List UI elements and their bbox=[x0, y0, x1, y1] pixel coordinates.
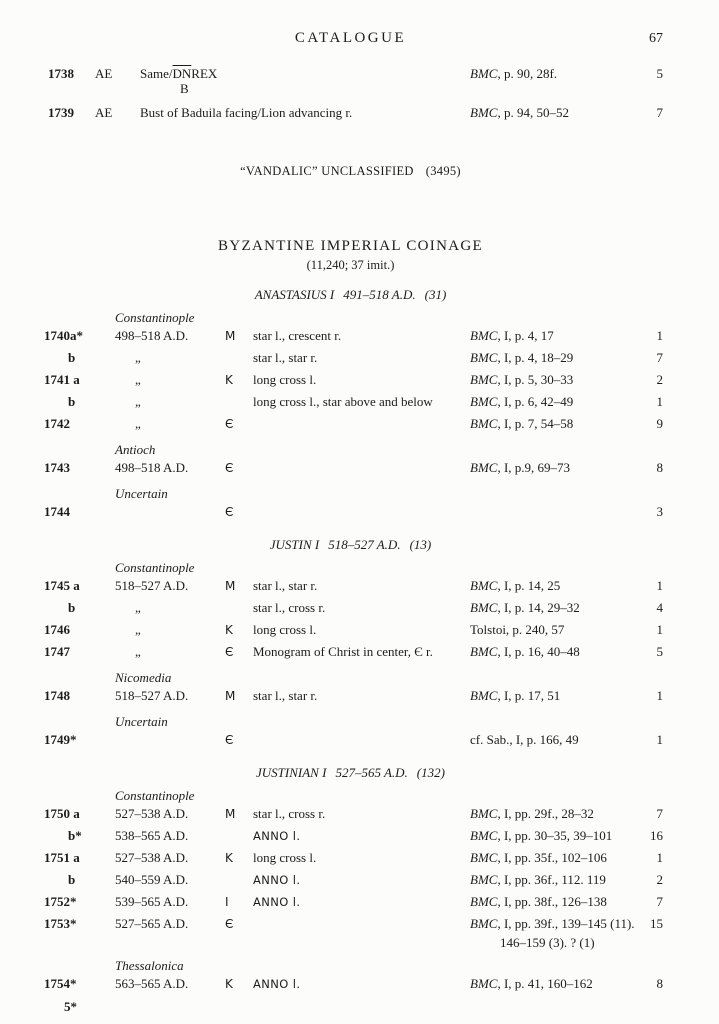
signature-mark: 5* bbox=[64, 999, 77, 1014]
entry-number: b bbox=[68, 350, 76, 365]
entry-denomination: I bbox=[225, 895, 229, 909]
mint-name: Nicomedia bbox=[115, 670, 172, 685]
mint-name: Uncertain bbox=[115, 486, 168, 501]
entry-description: ANNO l. bbox=[253, 895, 301, 909]
entry-date: 498–518 A.D. bbox=[115, 328, 189, 343]
ruler-section bbox=[38, 287, 663, 523]
entry-count: 1 bbox=[656, 850, 663, 865]
catalogue-entry-row bbox=[38, 803, 663, 825]
entry-reference bbox=[470, 325, 648, 347]
entry-description: star l., star r. bbox=[253, 578, 318, 593]
reference-source: BMC bbox=[470, 828, 498, 843]
entry-description: long cross l. bbox=[253, 622, 317, 637]
reference-source: BMC bbox=[470, 105, 498, 120]
mint-name: Constantinople bbox=[115, 310, 195, 325]
ruler-section bbox=[38, 765, 663, 995]
reference-line bbox=[470, 600, 580, 615]
entry-description: star l., cross r. bbox=[253, 806, 326, 821]
entry-number: 1739 bbox=[48, 105, 74, 120]
entry-description: ANNO l. bbox=[253, 977, 301, 991]
catalogue-entry-row bbox=[38, 325, 663, 347]
reference-second-line: 146–159 (3). ? (1) bbox=[500, 935, 595, 950]
entry-count: 8 bbox=[656, 460, 663, 475]
entry-number: 1746 bbox=[44, 622, 70, 637]
entry-reference bbox=[470, 347, 648, 369]
entry-number: 1745 a bbox=[44, 578, 80, 593]
entry-denomination: Є bbox=[225, 733, 234, 747]
mint-name: Uncertain bbox=[115, 714, 168, 729]
catalogue-entry-row bbox=[38, 501, 663, 523]
entry-count: 1 bbox=[656, 578, 663, 593]
catalogue-entry-row bbox=[38, 347, 663, 369]
entry-number: 1749* bbox=[44, 732, 77, 747]
entry-denomination: K bbox=[225, 623, 233, 637]
ruler-entry-count: (31) bbox=[424, 287, 447, 302]
entry-number: b* bbox=[68, 828, 82, 843]
entry-date: 527–538 A.D. bbox=[115, 850, 189, 865]
entry-date: 563–565 A.D. bbox=[115, 976, 189, 991]
reference-source: BMC bbox=[470, 850, 498, 865]
reference-line bbox=[470, 644, 580, 659]
entry-description: long cross l. bbox=[253, 372, 317, 387]
catalogue-entry-row bbox=[38, 413, 663, 435]
reference-line bbox=[470, 976, 593, 991]
reference-locator: , I, pp. 36f., 112. 119 bbox=[497, 872, 606, 887]
entry-reference bbox=[470, 891, 648, 913]
entry-denomination: Є bbox=[225, 917, 234, 931]
entry-count: 1 bbox=[656, 394, 663, 409]
reference-source: BMC bbox=[470, 872, 498, 887]
entry-number: 1744 bbox=[44, 504, 70, 519]
catalogue-entry-row bbox=[38, 869, 663, 891]
entry-count: 2 bbox=[656, 872, 663, 887]
mint-label-row bbox=[38, 670, 663, 685]
reference-source: BMC bbox=[470, 350, 498, 365]
catalogue-entry-row bbox=[38, 847, 663, 869]
entry-number: b bbox=[68, 600, 76, 615]
entry-count: 16 bbox=[650, 828, 663, 843]
mint-label-row bbox=[38, 486, 663, 501]
entry-reference bbox=[470, 847, 648, 869]
entry-number: 1743 bbox=[44, 460, 70, 475]
ruler-dates: 527–565 A.D. bbox=[335, 765, 408, 780]
entry-count: 9 bbox=[656, 416, 663, 431]
entry-reference bbox=[470, 913, 648, 951]
entry-description bbox=[140, 66, 470, 96]
entry-denomination: M bbox=[225, 329, 236, 343]
reference-line bbox=[470, 372, 573, 387]
entry-number: 1750 a bbox=[44, 806, 80, 821]
mint-label-row bbox=[38, 788, 663, 803]
entry-denomination: Є bbox=[225, 505, 234, 519]
entry-reference bbox=[470, 597, 648, 619]
catalogue-entry-row bbox=[38, 619, 663, 641]
entry-number: 1747 bbox=[44, 644, 70, 659]
entry-date: „ bbox=[135, 372, 141, 387]
entry-reference bbox=[470, 575, 648, 597]
page-title: CATALOGUE bbox=[294, 30, 407, 46]
entry-description: long cross l. bbox=[253, 850, 317, 865]
entry-number: 1740a* bbox=[44, 328, 83, 343]
reference-line bbox=[470, 578, 560, 593]
entry-date: 498–518 A.D. bbox=[115, 460, 189, 475]
reference-line bbox=[470, 688, 560, 703]
entry-date: „ bbox=[135, 394, 141, 409]
reference-locator: , I, p. 4, 17 bbox=[497, 328, 554, 343]
entry-number: b bbox=[68, 872, 76, 887]
ruler-dates: 518–527 A.D. bbox=[328, 537, 401, 552]
reference-source: BMC bbox=[470, 644, 498, 659]
reference-locator: , I, p. 7, 54–58 bbox=[497, 416, 574, 431]
reference-source: BMC bbox=[470, 372, 498, 387]
ruler-rows bbox=[38, 788, 663, 995]
entry-denomination: Є bbox=[225, 417, 234, 431]
entry-reference bbox=[470, 619, 648, 641]
reference-locator: , I, pp. 38f., 126–138 bbox=[497, 894, 607, 909]
entry-date: „ bbox=[135, 622, 141, 637]
reference-source: BMC bbox=[470, 976, 498, 991]
entry-date: 527–565 A.D. bbox=[115, 916, 189, 931]
entry-count: 15 bbox=[650, 916, 663, 931]
entry-number: 1754* bbox=[44, 976, 77, 991]
description-text: Bust of Baduila facing/Lion advancing r. bbox=[140, 105, 353, 120]
reference-line bbox=[470, 894, 607, 909]
entry-reference bbox=[470, 729, 648, 751]
section-subtitle: (11,240; 37 imit.) bbox=[306, 258, 395, 272]
entry-date: 538–565 A.D. bbox=[115, 828, 189, 843]
reference-line bbox=[470, 328, 554, 343]
ruler-heading bbox=[38, 537, 663, 553]
vandalic-entries bbox=[38, 66, 663, 120]
entry-description: star l., crescent r. bbox=[253, 328, 342, 343]
entry-number: b bbox=[68, 394, 76, 409]
reference-line bbox=[470, 732, 579, 747]
entry-count: 1 bbox=[656, 622, 663, 637]
catalogue-entry-row bbox=[38, 973, 663, 995]
entry-date: 518–527 A.D. bbox=[115, 578, 189, 593]
reference-source: BMC bbox=[470, 416, 498, 431]
entry-count: 3 bbox=[656, 504, 663, 519]
catalogue-entry-row bbox=[38, 641, 663, 663]
entry-date: „ bbox=[135, 600, 141, 615]
ruler-rows bbox=[38, 310, 663, 523]
entry-denomination: K bbox=[225, 373, 233, 387]
entry-reference bbox=[470, 457, 648, 479]
reference-locator: , I, pp. 39f., 139–145 (11). bbox=[497, 916, 635, 931]
reference-line bbox=[470, 350, 573, 365]
ruler-entry-count: (132) bbox=[416, 765, 445, 780]
entry-description: star l., star r. bbox=[253, 350, 318, 365]
entry-reference bbox=[470, 973, 648, 995]
description-text: Same/ bbox=[140, 66, 173, 81]
mint-name: Constantinople bbox=[115, 560, 195, 575]
entry-reference bbox=[470, 413, 648, 435]
coinage-sections bbox=[38, 287, 663, 995]
reference-locator: Tolstoi, p. 240, 57 bbox=[470, 622, 565, 637]
reference-source: BMC bbox=[470, 916, 498, 931]
entry-count: 5 bbox=[656, 66, 663, 81]
mint-label-row bbox=[38, 958, 663, 973]
entry-metal: AE bbox=[95, 105, 113, 120]
entry-date: 518–527 A.D. bbox=[115, 688, 189, 703]
entry-reference bbox=[470, 869, 648, 891]
catalogue-entry-row bbox=[38, 891, 663, 913]
reference-line bbox=[470, 394, 573, 409]
mint-label-row bbox=[38, 442, 663, 457]
entry-reference bbox=[470, 369, 648, 391]
ruler-dates: 491–518 A.D. bbox=[343, 287, 416, 302]
catalogue-entry-row bbox=[38, 825, 663, 847]
ruler-name: JUSTIN I bbox=[269, 537, 320, 552]
entry-reference bbox=[470, 803, 648, 825]
page-number: 67 bbox=[649, 31, 663, 46]
reference-line bbox=[470, 872, 606, 887]
entry-description: star l., cross r. bbox=[253, 600, 326, 615]
section-title: BYZANTINE IMPERIAL COINAGE bbox=[218, 238, 483, 254]
catalogue-entry-row bbox=[38, 575, 663, 597]
reference-source: BMC bbox=[470, 806, 498, 821]
reference-locator: , I, p. 17, 51 bbox=[497, 688, 561, 703]
mint-label-row bbox=[38, 310, 663, 325]
catalogue-entry-row bbox=[38, 105, 663, 120]
entry-count: 4 bbox=[656, 600, 663, 615]
mint-name: Thessalonica bbox=[115, 958, 184, 973]
ruler-section bbox=[38, 537, 663, 751]
reference-locator: , p. 90, 28f. bbox=[497, 66, 558, 81]
reference-locator: , I, pp. 30–35, 39–101 bbox=[497, 828, 613, 843]
entry-count: 5 bbox=[656, 644, 663, 659]
reference-line bbox=[470, 916, 635, 931]
entry-number: 1748 bbox=[44, 688, 70, 703]
entry-denomination: K bbox=[225, 851, 233, 865]
entry-reference bbox=[470, 391, 648, 413]
entry-number: 1738 bbox=[48, 66, 74, 81]
legend-second-line: B bbox=[180, 81, 189, 96]
mint-name: Antioch bbox=[115, 442, 156, 457]
catalogue-entry-row bbox=[38, 729, 663, 751]
reference-locator: , I, p. 5, 30–33 bbox=[497, 372, 574, 387]
reference-line bbox=[470, 460, 570, 475]
entry-count: 2 bbox=[656, 372, 663, 387]
entry-reference bbox=[470, 66, 633, 96]
reference-locator: , I, p.9, 69–73 bbox=[497, 460, 571, 475]
entry-date: 539–565 A.D. bbox=[115, 894, 189, 909]
reference-locator: cf. Sab., I, p. 166, 49 bbox=[470, 732, 579, 747]
ruler-rows bbox=[38, 560, 663, 751]
catalogue-entry-row bbox=[38, 391, 663, 413]
reference-source: BMC bbox=[470, 688, 498, 703]
entry-reference bbox=[470, 641, 648, 663]
entry-date: 527–538 A.D. bbox=[115, 806, 189, 821]
mint-label-row bbox=[38, 714, 663, 729]
entry-metal: AE bbox=[95, 66, 113, 81]
reference-locator: , I, p. 14, 29–32 bbox=[497, 600, 580, 615]
reference-line bbox=[470, 806, 594, 821]
mint-label-row bbox=[38, 560, 663, 575]
entry-date: „ bbox=[135, 644, 141, 659]
ruler-entry-count: (13) bbox=[409, 537, 432, 552]
entry-description: Monogram of Christ in center, Є r. bbox=[253, 644, 433, 659]
entry-count: 1 bbox=[656, 732, 663, 747]
reference-line bbox=[470, 828, 612, 843]
ruler-name: ANASTASIUS I bbox=[254, 287, 335, 302]
description-text: REX bbox=[191, 66, 218, 81]
catalogue-entry-row bbox=[38, 66, 663, 96]
entry-count: 7 bbox=[656, 806, 663, 821]
entry-reference bbox=[470, 825, 648, 847]
reference-source: BMC bbox=[470, 66, 498, 81]
reference-source: BMC bbox=[470, 894, 498, 909]
entry-number: 1753* bbox=[44, 916, 77, 931]
entry-description bbox=[140, 105, 470, 120]
entry-count: 7 bbox=[656, 350, 663, 365]
reference-source: BMC bbox=[470, 578, 498, 593]
reference-line bbox=[470, 622, 564, 637]
entry-description: ANNO l. bbox=[253, 873, 301, 887]
entry-date: 540–559 A.D. bbox=[115, 872, 189, 887]
entry-count: 7 bbox=[656, 894, 663, 909]
page-header bbox=[38, 30, 663, 48]
mint-name: Constantinople bbox=[115, 788, 195, 803]
entry-denomination: Є bbox=[225, 461, 234, 475]
entry-description: long cross l., star above and below bbox=[253, 394, 433, 409]
unclassified-count: (3495) bbox=[425, 164, 461, 178]
reference-locator: , I, p. 14, 25 bbox=[497, 578, 561, 593]
entry-denomination: M bbox=[225, 807, 236, 821]
entry-count: 1 bbox=[656, 688, 663, 703]
ruler-heading bbox=[38, 765, 663, 781]
reference-locator: , I, p. 41, 160–162 bbox=[497, 976, 593, 991]
entry-number: 1752* bbox=[44, 894, 77, 909]
catalogue-entry-row bbox=[38, 913, 663, 951]
overlined-legend: $\overline{DN}$ bbox=[172, 66, 192, 81]
entry-number: 1751 a bbox=[44, 850, 80, 865]
entry-date: „ bbox=[135, 350, 141, 365]
entry-denomination: M bbox=[225, 689, 236, 703]
reference-line bbox=[470, 850, 607, 865]
ruler-name: JUSTINIAN I bbox=[256, 765, 327, 780]
reference-locator: , I, p. 6, 42–49 bbox=[497, 394, 574, 409]
entry-reference bbox=[470, 105, 633, 120]
ruler-heading bbox=[38, 287, 663, 303]
unclassified-text: “VANDALIC” UNCLASSIFIED bbox=[240, 164, 414, 178]
entry-description: star l., star r. bbox=[253, 688, 318, 703]
catalogue-entry-row bbox=[38, 597, 663, 619]
reference-source: BMC bbox=[470, 460, 498, 475]
entry-reference bbox=[470, 685, 648, 707]
entry-denomination: K bbox=[225, 977, 233, 991]
reference-source: BMC bbox=[470, 328, 498, 343]
entry-denomination: Є bbox=[225, 645, 234, 659]
reference-source: BMC bbox=[470, 394, 498, 409]
entry-description: ANNO l. bbox=[253, 829, 301, 843]
unclassified-line bbox=[38, 164, 663, 179]
reference-locator: , I, pp. 29f., 28–32 bbox=[497, 806, 594, 821]
entry-denomination: M bbox=[225, 579, 236, 593]
catalogue-entry-row bbox=[38, 369, 663, 391]
reference-locator: , I, p. 4, 18–29 bbox=[497, 350, 574, 365]
catalogue-entry-row bbox=[38, 457, 663, 479]
reference-source: BMC bbox=[470, 600, 498, 615]
entry-date: „ bbox=[135, 416, 141, 431]
entry-count: 8 bbox=[656, 976, 663, 991]
entry-count: 1 bbox=[656, 328, 663, 343]
reference-locator: , I, p. 16, 40–48 bbox=[497, 644, 580, 659]
entry-count: 7 bbox=[656, 105, 663, 120]
entry-number: 1742 bbox=[44, 416, 70, 431]
reference-locator: , p. 94, 50–52 bbox=[497, 105, 569, 120]
reference-line bbox=[470, 416, 573, 431]
entry-number: 1741 a bbox=[44, 372, 80, 387]
reference-locator: , I, pp. 35f., 102–106 bbox=[497, 850, 607, 865]
catalogue-entry-row bbox=[38, 685, 663, 707]
